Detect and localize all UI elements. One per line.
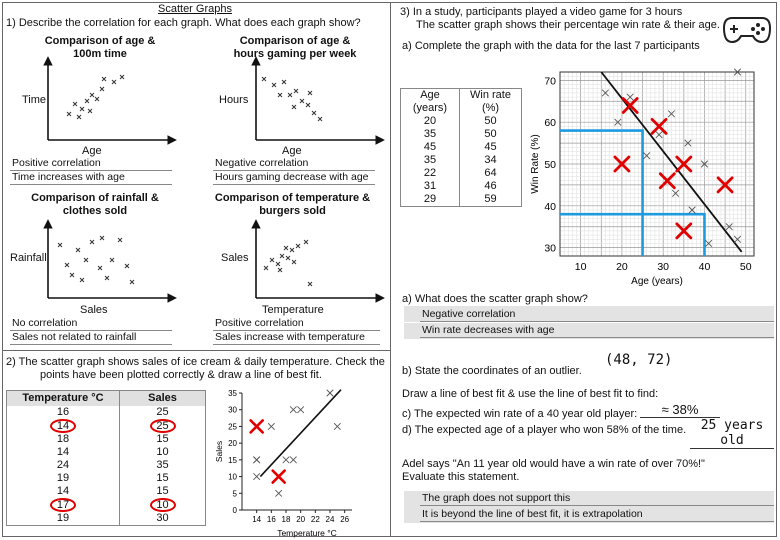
q2-data-point [334, 423, 340, 429]
q3-part-a: a) Complete the graph with the data for the last 7 participants [402, 40, 700, 52]
q3-q-d: d) The expected age of a player who won 58% of the time. [402, 424, 687, 436]
q2-y-axis-title: Sales [214, 440, 224, 463]
q2-table-row [7, 485, 206, 498]
q2-table-row [7, 498, 206, 512]
q2-x-tick-label: 14 [252, 515, 262, 524]
q2-table-cell-x: 24 [56, 459, 70, 471]
q1-graph3-xlabel: Sales [80, 304, 108, 316]
q2-header-temp: Temperature °C [7, 391, 120, 407]
q1-graph4-title-line1: Comparison of temperature & [214, 192, 371, 204]
gamepad-icon [722, 12, 772, 46]
q3-q-c: c) The expected win rate of a 40 year old player: [402, 408, 638, 420]
q2-y-tick-label: 25 [228, 422, 237, 432]
q1-graph3-points [58, 236, 134, 284]
q3-x-axis-title: Age (years) [631, 276, 683, 287]
q2-table-row [7, 419, 206, 433]
q2-x-tick-label: 22 [310, 515, 320, 524]
q1-graph2-title-line1: Comparison of age & [239, 35, 351, 47]
q1-graph4-answer2: Sales increase with temperature [213, 331, 380, 345]
q1-graph1-xlabel: Age [82, 145, 102, 157]
q2-table-cell-x: 18 [56, 433, 70, 445]
q3-x-tick-label: 40 [698, 261, 711, 273]
q3-table-cell-x: 31 [423, 180, 437, 192]
q2-table-header [7, 391, 206, 407]
section-divider [2, 350, 390, 351]
q2-table-cell-y: 15 [156, 485, 169, 497]
q1-graph1-sketch [40, 55, 180, 145]
q2-y-tick-label: 10 [228, 472, 237, 482]
q3-table-cell-y: 64 [484, 167, 497, 179]
q2-data-point [254, 457, 260, 463]
q2-table-cell-x: 19 [56, 512, 70, 524]
q3-table-header [401, 89, 522, 116]
q2-data-point [268, 423, 274, 429]
q1-graph1-answer2: Time increases with age [10, 171, 172, 185]
q3-table-row [401, 193, 522, 207]
q3-header-age-l1: Age [420, 89, 440, 101]
q2-table-cell-y: 25 [150, 419, 176, 433]
q2-x-tick-label: 20 [296, 515, 306, 524]
q2-x-tick-label: 24 [325, 515, 335, 524]
q3-table-row [401, 141, 522, 154]
q1-graph4-title [200, 192, 385, 218]
q1-graph1-points [67, 75, 124, 119]
q3-answer-what2: Win rate decreases with age [420, 324, 774, 338]
q1-graph3-answer1: No correlation [10, 317, 172, 331]
q2-y-tick-label: 15 [228, 455, 237, 465]
q3-q-what: a) What does the scatter graph show? [402, 293, 588, 305]
q2-table-cell-y: 30 [156, 512, 169, 524]
q2-table-cell-x: 14 [56, 446, 70, 458]
q1-graph4-points [264, 240, 312, 286]
q3-intro-line1: 3) In a study, participants played a video game for 3 hours [400, 6, 683, 18]
q3-q-outlier: b) State the coordinates of an outlier. [402, 365, 582, 377]
page-title: Scatter Graphs [158, 3, 232, 15]
q3-y-axis-title: Win Rate (%) [530, 134, 541, 194]
q2-data-point [276, 490, 282, 496]
q2-table-cell-y: 15 [156, 433, 169, 445]
q2-table-cell-x: 19 [56, 472, 70, 484]
q3-table-row [401, 180, 522, 193]
q2-prompt [6, 356, 390, 382]
q3-y-tick-label: 30 [544, 242, 556, 255]
q3-table-cell-x: 29 [423, 193, 437, 205]
q3-intro [400, 6, 730, 32]
q2-table-row [7, 512, 206, 526]
q2-y-tick-label: 30 [228, 405, 237, 415]
q3-table-cell-y: 59 [484, 193, 497, 205]
q2-y-tick-label: 35 [228, 389, 237, 398]
q2-data-point [298, 407, 304, 413]
q3-header-winrate-l1: Win rate [470, 89, 511, 101]
q3-intro-line2: The scatter graph shows their percentage win rate & their age. [416, 19, 720, 31]
q2-y-tick-label: 5 [232, 489, 237, 499]
q3-table-row [401, 167, 522, 180]
q2-y-tick-label: 20 [228, 439, 237, 449]
q2-prompt-line2: points have been plotted correctly & draw a line of best fit. [40, 369, 322, 381]
q3-x-tick-label: 10 [574, 261, 587, 273]
q1-graph3-answer2: Sales not related to rainfall [10, 331, 172, 345]
q3-x-tick-label: 50 [739, 261, 752, 273]
q3-table-cell-y: 50 [484, 128, 497, 140]
q1-graph2-answer1: Negative correlation [213, 157, 375, 171]
q3-table-cell-y: 34 [484, 154, 497, 166]
q2-table-cell-x: 14 [56, 485, 70, 497]
q2-header-sales: Sales [148, 392, 177, 404]
q3-adel-line2: Evaluate this statement. [402, 471, 520, 483]
q2-data-table [6, 390, 206, 526]
q3-y-tick-label: 50 [544, 159, 556, 171]
q1-graph1-title-line2: 100m time [73, 48, 127, 60]
q1-graph3-title-line2: clothes sold [62, 205, 128, 217]
q2-data-point [290, 457, 296, 463]
q2-x-tick-label: 16 [266, 515, 276, 524]
q3-table-cell-y: 45 [484, 141, 497, 153]
q2-table-row [7, 472, 206, 485]
q2-x-tick-label: 18 [281, 515, 291, 524]
q2-x-axis-title: Temperature °C [277, 528, 337, 538]
q2-table-cell-y: 10 [150, 498, 176, 512]
q3-answer-adel1: The graph does not support this [420, 492, 774, 506]
column-divider [390, 2, 391, 537]
q3-table-row [401, 115, 522, 128]
q1-graph2-xlabel: Age [282, 145, 302, 157]
q1-graph1-title-line1: Comparison of age & [44, 35, 156, 47]
q3-answer-what1: Negative correlation [420, 308, 774, 322]
q3-table-cell-x: 35 [423, 128, 437, 140]
q3-table-row [401, 128, 522, 141]
q1-graph2-title-line2: hours gaming per week [233, 48, 357, 60]
q3-table-cell-x: 20 [423, 115, 437, 127]
q2-table-row [7, 446, 206, 459]
q2-scatter-chart [212, 388, 372, 538]
q3-header-age [401, 89, 460, 116]
q2-data-point [327, 390, 333, 396]
q2-x-tick-label: 26 [340, 515, 350, 524]
q2-table-cell-y: 15 [156, 472, 169, 484]
q3-table-cell-x: 22 [423, 167, 437, 179]
q1-graph1-ylabel: Time [22, 94, 47, 106]
q2-table-cell-x: 17 [50, 498, 76, 512]
q3-adel-line1: Adel says "An 11 year old would have a win rate of over 70%!" [402, 458, 705, 470]
q2-corrected-point [273, 471, 285, 483]
q2-table-row [7, 406, 206, 419]
q3-table-row [401, 154, 522, 167]
q2-table-cell-x: 14 [50, 419, 76, 433]
q2-data-point [283, 457, 289, 463]
q3-answer-c: ≈ 38% [640, 402, 720, 418]
q2-corrected-point [251, 420, 263, 432]
q2-table-cell-x: 16 [56, 406, 70, 418]
q1-graph3-title-line1: Comparison of rainfall & [31, 192, 159, 204]
q1-graph3-sketch [40, 218, 180, 303]
q1-prompt: 1) Describe the correlation for each graph. What does each graph show? [6, 17, 361, 29]
q2-table-cell-y: 25 [156, 406, 169, 418]
q3-table-cell-y: 46 [484, 180, 497, 192]
q3-scatter-chart [524, 62, 770, 294]
q2-data-point [290, 407, 296, 413]
q3-grid [560, 72, 754, 256]
q2-prompt-line1: 2) The scatter graph shows sales of ice cream & daily temperature. Check the [6, 356, 385, 368]
q3-table-cell-x: 45 [423, 141, 437, 153]
q3-answer-d: 25 years old [690, 418, 774, 449]
q3-q-draw: Draw a line of best fit & use the line of best fit to find: [402, 388, 659, 400]
q2-line-of-best-fit [260, 390, 341, 477]
q1-graph1-answer1: Positive correlation [10, 157, 172, 171]
q3-header-age-l2: (years) [412, 102, 448, 114]
q1-graph2-sketch [248, 55, 388, 145]
q3-y-tick-label: 70 [544, 75, 556, 88]
q3-header-winrate-l2: (%) [481, 102, 500, 114]
q3-header-winrate [460, 89, 522, 116]
q2-table-cell-y: 35 [156, 459, 169, 471]
q3-y-tick-label: 40 [544, 200, 556, 213]
q1-graph2-points [262, 77, 322, 121]
q2-table-cell-y: 10 [156, 446, 169, 458]
q3-data-table [400, 88, 522, 207]
q3-table-cell-x: 35 [423, 154, 437, 166]
q2-data-point [254, 474, 260, 480]
q1-graph3-title [15, 192, 175, 218]
q1-graph4-xlabel: Temperature [262, 304, 324, 316]
q1-graph4-answer1: Positive correlation [213, 317, 380, 331]
q3-x-tick-label: 20 [616, 261, 628, 273]
q3-adel-statement [402, 458, 772, 484]
q3-answer-outlier: (48, 72) [605, 352, 673, 368]
q2-table-row [7, 459, 206, 472]
q3-x-tick-label: 30 [657, 261, 670, 273]
q1-graph3-ylabel: Rainfall [10, 252, 47, 264]
q1-graph4-title-line2: burgers sold [259, 205, 326, 217]
q2-y-tick-label: 0 [232, 506, 237, 515]
q1-graph4-sketch [248, 218, 388, 303]
q2-table-row [7, 433, 206, 446]
q3-table-cell-y: 50 [484, 115, 497, 127]
q1-graph4-ylabel: Sales [221, 252, 249, 264]
q3-y-tick-label: 60 [544, 117, 556, 130]
q1-graph2-answer2: Hours gaming decrease with age [213, 171, 375, 185]
q3-answer-adel2: It is beyond the line of best fit, it is extrapolation [420, 508, 774, 522]
q1-graph2-ylabel: Hours [219, 94, 249, 106]
